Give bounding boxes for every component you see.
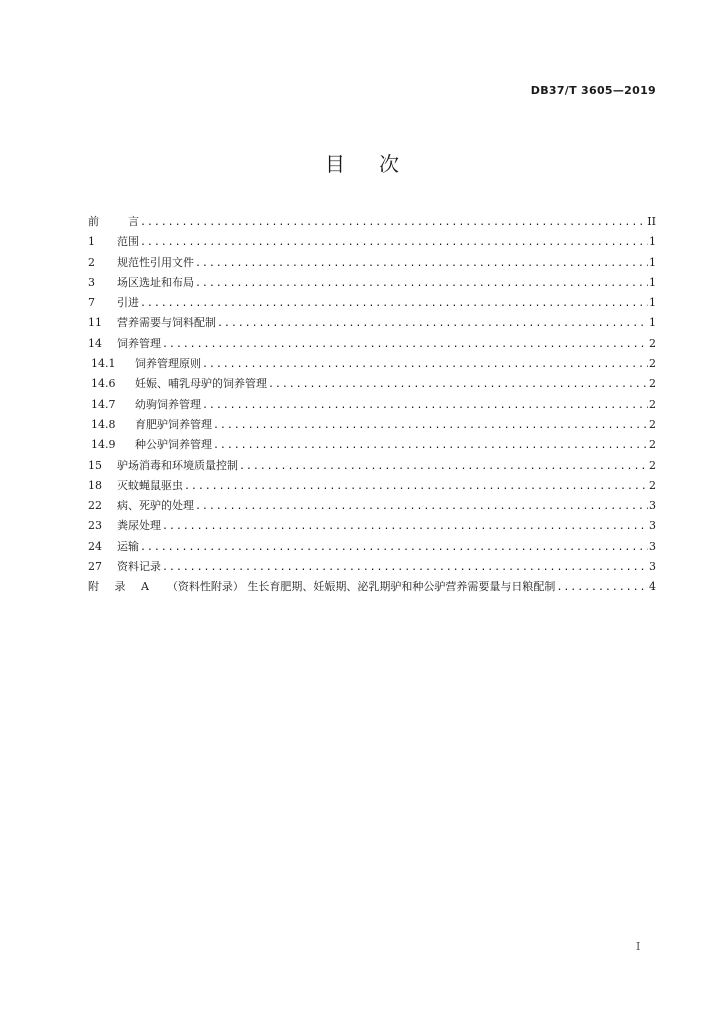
toc-entry-label: 育肥驴饲养管理 <box>135 417 212 431</box>
toc-dot-leader <box>162 558 648 578</box>
toc-entry-number: 23 <box>88 519 102 533</box>
toc-entry-page: 1 <box>649 275 656 289</box>
toc-entry[interactable] <box>88 435 656 455</box>
toc-entry-number: 24 <box>88 539 102 553</box>
toc-entry[interactable] <box>88 395 656 415</box>
toc-entry-page: 3 <box>649 519 656 533</box>
toc-dot-leader <box>162 335 648 355</box>
toc-dot-leader <box>140 213 646 233</box>
toc-dot-leader <box>140 294 648 314</box>
toc-dot-leader <box>195 497 648 517</box>
toc-entry-label: 病、死驴的处理 <box>117 499 194 513</box>
toc-entry-number: 27 <box>88 560 102 574</box>
toc-entry[interactable] <box>88 354 656 374</box>
toc-entry-label: 运输 <box>117 539 139 553</box>
toc-entry-number: 14.7 <box>91 397 116 411</box>
toc-entry-page: 1 <box>649 296 656 310</box>
toc-entry-page: 2 <box>649 336 656 350</box>
toc-entry-label: 饲养管理原则 <box>135 357 201 371</box>
toc-dot-leader <box>162 517 648 537</box>
table-of-contents <box>88 212 656 598</box>
toc-entry-page: 2 <box>649 377 656 391</box>
toc-entry-label: 营养需要与饲料配制 <box>117 316 216 330</box>
standard-code: DB37/T 3605—2019 <box>530 84 656 97</box>
toc-entry-page: 2 <box>649 397 656 411</box>
toc-entry[interactable] <box>88 537 656 557</box>
toc-entry-number: 14.9 <box>91 438 116 452</box>
toc-entry-number: 15 <box>88 458 102 472</box>
toc-entry-number: 3 <box>88 275 95 289</box>
toc-entry-label: 范围 <box>117 235 139 249</box>
toc-entry-number: 14.1 <box>91 357 116 371</box>
toc-entry-label: 言 <box>128 215 139 228</box>
toc-entry-page: 2 <box>649 438 656 452</box>
toc-dot-leader <box>184 477 648 497</box>
toc-entry[interactable] <box>88 232 656 252</box>
toc-entry-page: II <box>647 215 656 228</box>
toc-dot-leader <box>213 436 648 456</box>
toc-entry-number: 2 <box>88 255 95 269</box>
toc-dot-leader <box>140 538 648 558</box>
toc-entry-page: 2 <box>649 417 656 431</box>
toc-entry-number: 1 <box>88 235 95 249</box>
toc-entry-label: 驴场消毒和环境质量控制 <box>117 458 238 472</box>
toc-entry-label: 资料记录 <box>117 560 161 574</box>
toc-entry[interactable] <box>88 557 656 577</box>
toc-dot-leader <box>202 396 648 416</box>
toc-dot-leader <box>140 233 648 253</box>
toc-entry-page: 2 <box>649 478 656 492</box>
toc-entry[interactable] <box>88 374 656 394</box>
toc-entry[interactable] <box>88 212 656 232</box>
toc-entry[interactable] <box>88 415 656 435</box>
toc-entry-page: 1 <box>649 235 656 249</box>
toc-entry-label: 饲养管理 <box>117 336 161 350</box>
toc-entry-label: 场区选址和布局 <box>117 275 194 289</box>
toc-entry-label: 幼驹饲养管理 <box>135 397 201 411</box>
toc-entry-label: 妊娠、哺乳母驴的饲养管理 <box>135 377 267 391</box>
toc-entry[interactable] <box>88 273 656 293</box>
toc-entry-page: 1 <box>649 316 656 330</box>
toc-entry[interactable] <box>88 293 656 313</box>
toc-entry-page: 4 <box>649 580 656 594</box>
toc-entry-label: 灭蚊蝇鼠驱虫 <box>117 478 183 492</box>
toc-entry[interactable] <box>88 496 656 516</box>
toc-dot-leader <box>195 274 648 294</box>
toc-entry[interactable] <box>88 577 656 597</box>
toc-dot-leader <box>239 457 648 477</box>
toc-entry-number: 7 <box>88 296 95 310</box>
toc-entry-page: 3 <box>649 499 656 513</box>
toc-entry-page: 3 <box>649 539 656 553</box>
toc-entry-number: 前 <box>88 215 99 228</box>
toc-entry-page: 2 <box>649 357 656 371</box>
page-number: I <box>636 940 641 953</box>
toc-entry-label: 引进 <box>117 296 139 310</box>
toc-entry-label: 规范性引用文件 <box>117 255 194 269</box>
toc-entry-page: 2 <box>649 458 656 472</box>
toc-entry[interactable] <box>88 253 656 273</box>
toc-entry-label: 种公驴饲养管理 <box>135 438 212 452</box>
toc-dot-leader <box>202 355 648 375</box>
toc-entry-label: 粪尿处理 <box>117 519 161 533</box>
toc-entry-number: 11 <box>88 316 102 330</box>
toc-entry-number: 18 <box>88 478 102 492</box>
toc-entry[interactable] <box>88 516 656 536</box>
toc-entry[interactable] <box>88 313 656 333</box>
toc-dot-leader <box>213 416 648 436</box>
toc-dot-leader <box>217 314 648 334</box>
toc-entry[interactable] <box>88 334 656 354</box>
toc-entry-page: 1 <box>649 255 656 269</box>
toc-entry-page: 3 <box>649 560 656 574</box>
page-title: 目次 <box>325 152 433 176</box>
toc-entry-number: 附 录 A <box>88 580 155 594</box>
toc-dot-leader <box>556 578 648 598</box>
toc-dot-leader <box>195 254 648 274</box>
toc-entry-number: 22 <box>88 499 102 513</box>
toc-entry[interactable] <box>88 456 656 476</box>
toc-entry-number: 14 <box>88 336 102 350</box>
toc-entry-number: 14.8 <box>91 417 116 431</box>
toc-dot-leader <box>268 375 648 395</box>
toc-entry-number: 14.6 <box>91 377 116 391</box>
toc-entry[interactable] <box>88 476 656 496</box>
toc-entry-label: （资料性附录） 生长育肥期、妊娠期、泌乳期驴和种公驴营养需要量与日粮配制 <box>166 580 556 594</box>
